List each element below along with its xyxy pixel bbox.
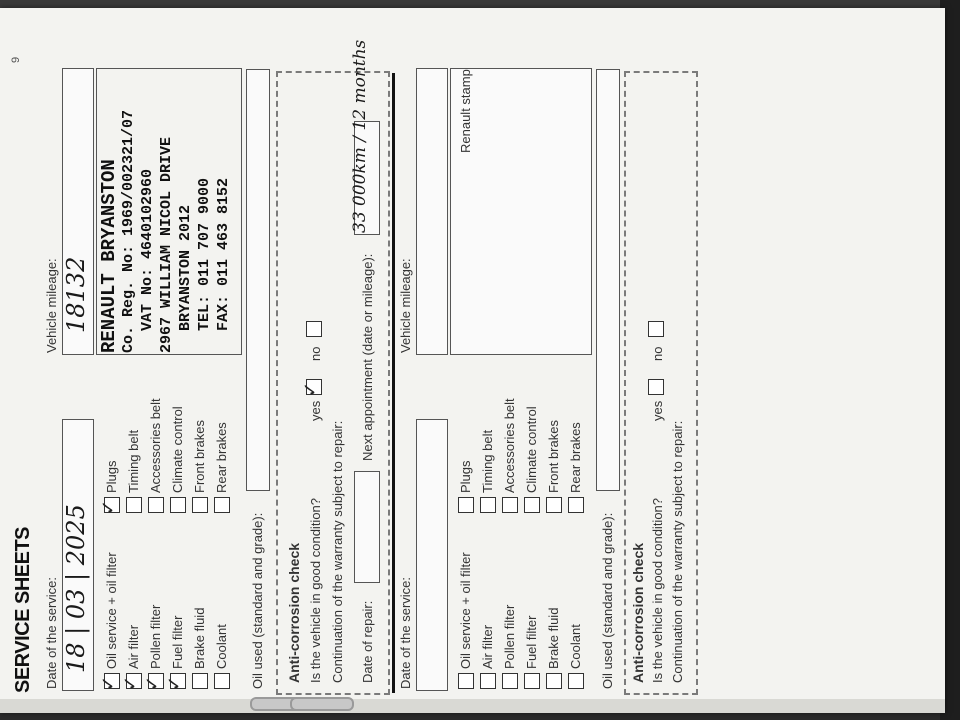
service-sheet xyxy=(0,13,945,713)
timing-belt-label: Timing belt xyxy=(126,429,141,493)
date-repair-field[interactable] xyxy=(354,471,380,583)
checkbox-yes[interactable] xyxy=(648,379,664,395)
next-appointment-value: 33 000km / 12 months xyxy=(350,39,370,233)
pollen-filter-label: Pollen filter xyxy=(148,604,163,669)
air-filter-label: Air filter xyxy=(480,624,495,669)
checkbox-pollen-filter[interactable] xyxy=(502,673,518,689)
oil-used-label: Oil used (standard and grade): xyxy=(600,512,615,689)
date-service-label: Date of the service: xyxy=(44,577,59,689)
checkbox-oil-filter[interactable] xyxy=(458,673,474,689)
pollen-filter-label: Pollen filter xyxy=(502,604,517,669)
checkbox-front-brakes[interactable] xyxy=(546,497,562,513)
anti-corrosion-title: Anti-corrosion check xyxy=(630,542,646,683)
sheet-title: SERVICE SHEETS xyxy=(12,526,34,693)
coolant-label: Coolant xyxy=(568,624,583,669)
checkbox-air-filter[interactable] xyxy=(480,673,496,689)
checkbox-plugs[interactable] xyxy=(458,497,474,513)
stamp-line: RENAULT BRYANSTON xyxy=(98,159,120,353)
stamp-line: FAX: 011 463 8152 xyxy=(215,177,232,331)
fuel-filter-label: Fuel filter xyxy=(524,615,539,669)
checkbox-coolant[interactable] xyxy=(214,673,230,689)
brake-fluid-label: Brake fluid xyxy=(546,607,561,669)
oil-filter-label: Oil service + oil filter xyxy=(104,552,119,669)
oil-filter-label: Oil service + oil filter xyxy=(458,552,473,669)
front-brakes-label: Front brakes xyxy=(192,420,207,493)
no-label: no xyxy=(308,346,323,361)
coolant-label: Coolant xyxy=(214,624,229,669)
vehicle-mileage-field[interactable] xyxy=(416,68,448,355)
stamp-line: Co. Reg. No: 1969/002321/07 xyxy=(120,109,137,353)
stamp-line: 2967 WILLIAM NICOL DRIVE xyxy=(158,136,175,353)
checkbox-accessories-belt[interactable] xyxy=(502,497,518,513)
rear-brakes-label: Rear brakes xyxy=(568,422,583,493)
stamp-line: TEL: 011 707 9000 xyxy=(196,177,213,331)
climate-control-label: Climate control xyxy=(524,406,539,493)
renault-stamp-label: Renault stamp xyxy=(458,69,473,153)
checkbox-fuel-filter[interactable] xyxy=(524,673,540,689)
check-mark: ✓ xyxy=(98,499,119,515)
checkbox-rear-brakes[interactable] xyxy=(214,497,230,513)
warranty-label: Continuation of the warranty subject to repair: xyxy=(330,420,345,683)
checkbox-timing-belt[interactable] xyxy=(126,497,142,513)
checkbox-coolant[interactable] xyxy=(568,673,584,689)
brake-fluid-label: Brake fluid xyxy=(192,607,207,669)
fuel-filter-label: Fuel filter xyxy=(170,615,185,669)
anti-corrosion-title: Anti-corrosion check xyxy=(286,542,302,683)
stamp-box xyxy=(96,68,242,355)
checkbox-brake-fluid[interactable] xyxy=(546,673,562,689)
plugs-label: Plugs xyxy=(458,460,473,493)
vehicle-mileage-label: Vehicle mileage: xyxy=(44,258,59,353)
plugs-label: Plugs xyxy=(104,460,119,493)
date-repair-label: Date of repair: xyxy=(360,600,375,683)
checkbox-rear-brakes[interactable] xyxy=(568,497,584,513)
checkbox-no[interactable] xyxy=(648,321,664,337)
date-service-field[interactable] xyxy=(416,419,448,691)
good-condition-label: Is the vehicle in good condition? xyxy=(650,497,665,683)
check-mark: ✓ xyxy=(142,675,163,691)
checkbox-no[interactable] xyxy=(306,321,322,337)
oil-used-field[interactable] xyxy=(246,69,270,491)
yes-label: yes xyxy=(650,400,665,421)
section-divider xyxy=(392,73,395,693)
check-mark: ✓ xyxy=(300,381,321,397)
accessories-belt-label: Accessories belt xyxy=(502,398,517,493)
stamp-line: VAT No: 4640102960 xyxy=(139,168,156,331)
timing-belt-label: Timing belt xyxy=(480,429,495,493)
climate-control-label: Climate control xyxy=(170,406,185,493)
rear-brakes-label: Rear brakes xyxy=(214,422,229,493)
checkbox-timing-belt[interactable] xyxy=(480,497,496,513)
warranty-label: Continuation of the warranty subject to repair: xyxy=(670,420,685,683)
checkbox-climate-control[interactable] xyxy=(170,497,186,513)
checkbox-brake-fluid[interactable] xyxy=(192,673,208,689)
accessories-belt-label: Accessories belt xyxy=(148,398,163,493)
good-condition-label: Is the vehicle in good condition? xyxy=(308,497,323,683)
front-brakes-label: Front brakes xyxy=(546,420,561,493)
page-number: 9 xyxy=(10,56,22,63)
yes-label: yes xyxy=(308,400,323,421)
checkbox-front-brakes[interactable] xyxy=(192,497,208,513)
date-service-value: 18 | 03 | 2025 xyxy=(62,504,90,673)
no-label: no xyxy=(650,346,665,361)
oil-used-field[interactable] xyxy=(596,69,620,491)
date-service-label: Date of the service: xyxy=(398,577,413,689)
vehicle-mileage-value: 18132 xyxy=(62,256,90,333)
vehicle-mileage-label: Vehicle mileage: xyxy=(398,258,413,353)
stamp-line: BRYANSTON 2012 xyxy=(177,204,194,331)
air-filter-label: Air filter xyxy=(126,624,141,669)
next-appointment-label: Next appointment (date or mileage): xyxy=(360,253,375,461)
checkbox-climate-control[interactable] xyxy=(524,497,540,513)
check-mark: ✓ xyxy=(164,675,185,691)
checkbox-accessories-belt[interactable] xyxy=(148,497,164,513)
oil-used-label: Oil used (standard and grade): xyxy=(250,512,265,689)
check-mark: ✓ xyxy=(98,675,119,691)
check-mark: ✓ xyxy=(120,675,141,691)
